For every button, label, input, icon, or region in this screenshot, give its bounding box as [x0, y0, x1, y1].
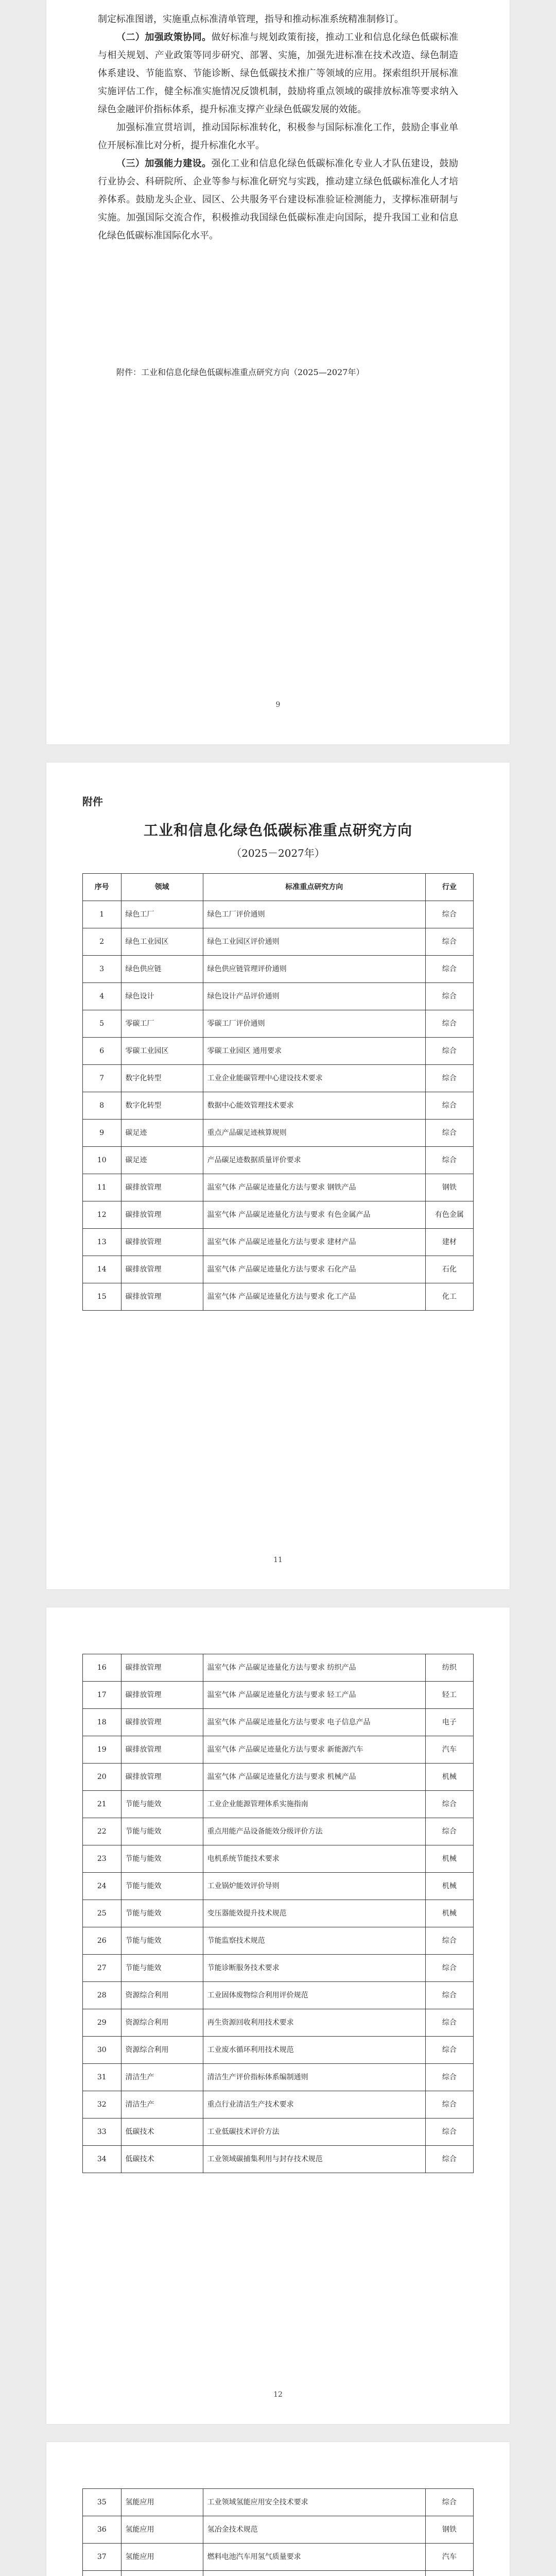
cell-index: 2: [83, 928, 121, 956]
cell-industry: 机械: [425, 1873, 473, 1900]
cell-domain: 绿色设计: [121, 983, 203, 1010]
cell-direction: 工业废水循环利用技术规范: [203, 2037, 425, 2064]
cell-industry: 综合: [425, 1010, 473, 1038]
cell-domain: 氢能应用: [121, 2544, 203, 2571]
cell-direction: 工业锅炉能效评价导则: [203, 1873, 425, 1900]
table-row: [83, 1955, 474, 1982]
attachment-note: 附件：工业和信息化绿色低碳标准重点研究方向（2025—2027年）: [116, 367, 364, 377]
table-row: [83, 1900, 474, 1927]
cell-index: 27: [83, 1955, 121, 1982]
cell-industry: 综合: [425, 2064, 473, 2091]
cell-direction: 变压器能效提升技术规范: [203, 1900, 425, 1927]
cell-direction: 温室气体 产品碳足迹量化方法与要求 电子信息产品: [203, 1709, 425, 1736]
cell-domain: 绿色工厂: [121, 901, 203, 928]
cell-index: 13: [83, 1229, 121, 1256]
policy-text: [98, 10, 458, 245]
page-number: 12: [273, 2391, 283, 2399]
cell-domain: 氢能应用: [121, 2489, 203, 2516]
cell-direction: 零碳工业园区 通用要求: [203, 1038, 425, 1065]
cell-direction: 温室气体 产品碳足迹量化方法与要求 化工产品: [203, 1283, 425, 1311]
cell-index: 6: [83, 1038, 121, 1065]
section-heading: （三）加强能力建设。: [116, 158, 212, 169]
document-page: [46, 2442, 510, 2576]
cell-direction: 温室气体 产品碳足迹量化方法与要求 钢铁产品: [203, 1174, 425, 1201]
cell-industry: 综合: [425, 1818, 473, 1845]
table-row: [83, 1201, 474, 1229]
cell-direction: 温室气体 产品碳足迹量化方法与要求 机械产品: [203, 1764, 425, 1791]
cell-index: 10: [83, 1147, 121, 1174]
cell-industry: 钢铁: [425, 1174, 473, 1201]
table-header-row: [83, 874, 474, 901]
cell-direction: 燃料电池汽车用氢气质量要求: [203, 2544, 425, 2571]
cell-index: 9: [83, 1120, 121, 1147]
page-number: 9: [275, 701, 281, 709]
cell-domain: 节能与能效: [121, 1845, 203, 1873]
cell-domain: 低碳技术: [121, 2119, 203, 2146]
cell-domain: 节能与能效: [121, 1818, 203, 1845]
header-domain: 领域: [121, 874, 203, 901]
cell-industry: 综合: [425, 1092, 473, 1120]
cell-direction: 温室气体 产品碳足迹量化方法与要求 有色金属产品: [203, 1201, 425, 1229]
table-row: [83, 1283, 474, 1311]
table-row: [83, 1229, 474, 1256]
document-page: [46, 762, 510, 1589]
cell-domain: 绿色工业园区: [121, 928, 203, 956]
cell-index: 14: [83, 1256, 121, 1283]
cell-industry: 钢铁: [425, 2516, 473, 2544]
table-row: [83, 2091, 474, 2119]
cell-direction: 氢冶金技术规范: [203, 2516, 425, 2544]
cell-industry: 机械: [425, 1845, 473, 1873]
cell-domain: 碳排放管理: [121, 1654, 203, 1682]
table-row: [83, 1682, 474, 1709]
cell-industry: 综合: [425, 2489, 473, 2516]
cell-index: 24: [83, 1873, 121, 1900]
table-row: [83, 956, 474, 983]
table-row: [83, 2516, 474, 2544]
section-heading: （二）加强政策协同。: [116, 32, 212, 43]
cell-industry: 综合: [425, 2119, 473, 2146]
table-row: [83, 928, 474, 956]
table-row: [83, 1764, 474, 1791]
cell-index: 7: [83, 1065, 121, 1092]
cell-index: 12: [83, 1201, 121, 1229]
cell-index: 20: [83, 1764, 121, 1791]
cell-index: [83, 2571, 121, 2576]
cell-industry: [425, 2571, 473, 2576]
table-body: [83, 2489, 474, 2576]
table-row: [83, 2037, 474, 2064]
cell-industry: 综合: [425, 1927, 473, 1955]
cell-domain: 零碳工业园区: [121, 1038, 203, 1065]
cell-domain: 节能与能效: [121, 1900, 203, 1927]
cell-index: 11: [83, 1174, 121, 1201]
cell-index: 5: [83, 1010, 121, 1038]
cell-index: 16: [83, 1654, 121, 1682]
table-row: [83, 1010, 474, 1038]
cell-domain: 碳排放管理: [121, 1682, 203, 1709]
table-row: [83, 1982, 474, 2009]
table-row: [83, 1654, 474, 1682]
cell-direction: 数据中心能效管理技术要求: [203, 1092, 425, 1120]
cell-industry: 汽车: [425, 2544, 473, 2571]
table-row: [83, 2146, 474, 2173]
cell-industry: 综合: [425, 983, 473, 1010]
cell-domain: 节能与能效: [121, 1927, 203, 1955]
cell-direction: 节能监察技术规范: [203, 1927, 425, 1955]
cell-industry: 综合: [425, 1038, 473, 1065]
standards-table: [82, 873, 474, 1311]
standards-table: [82, 1654, 474, 2173]
cell-industry: 综合: [425, 1982, 473, 2009]
cell-direction: 重点用能产品设备能效分级评价方法: [203, 1818, 425, 1845]
cell-index: 3: [83, 956, 121, 983]
table-row: [83, 1845, 474, 1873]
document-page: [46, 1607, 510, 2424]
cell-direction: 工业固体废物综合利用评价规范: [203, 1982, 425, 2009]
cell-index: 21: [83, 1791, 121, 1818]
cell-direction: 工业企业能碳管理中心建设技术要求: [203, 1065, 425, 1092]
cell-domain: 低碳技术: [121, 2146, 203, 2173]
cell-direction: 绿色设计产品评价通则: [203, 983, 425, 1010]
cell-domain: 碳排放管理: [121, 1764, 203, 1791]
cell-index: 18: [83, 1709, 121, 1736]
attachment-label: 附件: [82, 795, 103, 808]
cell-direction: 温室气体 产品碳足迹量化方法与要求 建材产品: [203, 1229, 425, 1256]
cell-industry: 纺织: [425, 1654, 473, 1682]
header-industry: 行业: [425, 874, 473, 901]
cell-direction: 节能诊断服务技术要求: [203, 1955, 425, 1982]
table-row: [83, 1256, 474, 1283]
table-row: [83, 1873, 474, 1900]
cell-domain: 碳排放管理: [121, 1736, 203, 1764]
cell-industry: 石化: [425, 1256, 473, 1283]
cell-industry: 综合: [425, 1147, 473, 1174]
cell-domain: 碳排放管理: [121, 1174, 203, 1201]
table-row: [83, 1174, 474, 1201]
cell-industry: 机械: [425, 1900, 473, 1927]
table-row: [83, 1818, 474, 1845]
paragraph-body: 做好标准与规划政策衔接，推动工业和信息化绿色低碳标准与相关规划、产业政策等同步研究、部署、实施，加强先进标准在技术改造、绿色制造体系建设、节能监察、节能诊断、绿色低碳技术推广等领域的应用。探索组织开展标准实施评估工作，健全标准实施情况反馈机制，鼓励将重点领域的碳排放标准等要求纳入绿色金融评价指标体系，提升标准支撑产业绿色低碳发展的效能。: [98, 32, 459, 115]
document-page: [46, 0, 510, 744]
cell-industry: 综合: [425, 1065, 473, 1092]
cell-direction: 产品碳足迹数据质量评价要求: [203, 1147, 425, 1174]
cell-index: 32: [83, 2091, 121, 2119]
cell-domain: 数字化转型: [121, 1065, 203, 1092]
table-row: [83, 2571, 474, 2576]
cell-industry: 综合: [425, 1791, 473, 1818]
cell-industry: 轻工: [425, 1682, 473, 1709]
table-row: [83, 1736, 474, 1764]
cell-domain: 碳排放管理: [121, 1283, 203, 1311]
cell-index: 8: [83, 1092, 121, 1120]
cell-direction: 重点行业清洁生产技术要求: [203, 2091, 425, 2119]
paragraph: 加强标准宣贯培训，推动国际标准转化，积极参与国际标准化工作，鼓励企事业单位开展标准比对分析，提升标准化水平。: [98, 122, 458, 151]
cell-domain: 碳排放管理: [121, 1229, 203, 1256]
table-row: [83, 2489, 474, 2516]
cell-direction: 再生资源回收利用技术要求: [203, 2009, 425, 2037]
cell-domain: 碳足迹: [121, 1120, 203, 1147]
cell-index: 19: [83, 1736, 121, 1764]
cell-industry: 机械: [425, 1764, 473, 1791]
cell-index: 28: [83, 1982, 121, 2009]
cell-direction: 工业低碳技术评价方法: [203, 2119, 425, 2146]
cell-domain: 碳排放管理: [121, 1201, 203, 1229]
table-body: [83, 901, 474, 1311]
cell-industry: 建材: [425, 1229, 473, 1256]
table-row: [83, 1120, 474, 1147]
standards-table: [82, 2488, 474, 2576]
cell-direction: [203, 2571, 425, 2576]
cell-domain: 碳排放管理: [121, 1256, 203, 1283]
cell-index: 25: [83, 1900, 121, 1927]
table-row: [83, 983, 474, 1010]
cell-index: 29: [83, 2009, 121, 2037]
cell-direction: 清洁生产评价指标体系编制通则: [203, 2064, 425, 2091]
cell-index: 33: [83, 2119, 121, 2146]
cell-direction: 温室气体 产品碳足迹量化方法与要求 轻工产品: [203, 1682, 425, 1709]
cell-domain: 资源综合利用: [121, 1982, 203, 2009]
table-row: [83, 1709, 474, 1736]
cell-direction: 电机系统节能技术要求: [203, 1845, 425, 1873]
cell-industry: 综合: [425, 2009, 473, 2037]
cell-domain: 碳排放管理: [121, 1709, 203, 1736]
table-row: [83, 2119, 474, 2146]
cell-domain: 氢能应用: [121, 2516, 203, 2544]
table-row: [83, 2544, 474, 2571]
cell-index: 1: [83, 901, 121, 928]
cell-domain: 清洁生产: [121, 2064, 203, 2091]
paragraph-body: 强化工业和信息化绿色低碳标准化专业人才队伍建设，鼓励行业协会、科研院所、企业等参与标准化研究与实践，推动建立绿色低碳标准化人才培养体系。鼓励龙头企业、园区、公共服务平台建设标准验证检测能力，支撑标准研制与实施。加强国际交流合作，积极推动我国绿色低碳标准走向国际，提升我国工业和信息化绿色低碳标准国际化水平。: [98, 158, 459, 241]
table-row: [83, 1065, 474, 1092]
cell-domain: 资源综合利用: [121, 2009, 203, 2037]
cell-index: 22: [83, 1818, 121, 1845]
cell-index: 23: [83, 1845, 121, 1873]
cell-industry: 有色金属: [425, 1201, 473, 1229]
cell-index: 31: [83, 2064, 121, 2091]
cell-direction: 温室气体 产品碳足迹量化方法与要求 石化产品: [203, 1256, 425, 1283]
cell-direction: 工业领域碳捕集利用与封存技术规范: [203, 2146, 425, 2173]
cell-direction: 绿色工厂评价通则: [203, 901, 425, 928]
cell-industry: 综合: [425, 928, 473, 956]
table-row: [83, 1147, 474, 1174]
cell-domain: 节能与能效: [121, 1791, 203, 1818]
cell-index: 4: [83, 983, 121, 1010]
cell-direction: 重点产品碳足迹核算规则: [203, 1120, 425, 1147]
cell-index: 35: [83, 2489, 121, 2516]
cell-index: 26: [83, 1927, 121, 1955]
cell-direction: 零碳工厂评价通则: [203, 1010, 425, 1038]
cell-index: 34: [83, 2146, 121, 2173]
header-index: 序号: [83, 874, 121, 901]
cell-direction: 工业领域氢能应用安全技术要求: [203, 2489, 425, 2516]
page-number: 11: [273, 1556, 283, 1564]
cell-industry: 综合: [425, 1120, 473, 1147]
cell-domain: 零碳工厂: [121, 1010, 203, 1038]
cell-direction: 温室气体 产品碳足迹量化方法与要求 纺织产品: [203, 1654, 425, 1682]
cell-industry: 化工: [425, 1283, 473, 1311]
table-row: [83, 2064, 474, 2091]
header-direction: 标准重点研究方向: [203, 874, 425, 901]
cell-industry: 综合: [425, 2037, 473, 2064]
cell-domain: 绿色供应链: [121, 956, 203, 983]
table-row: [83, 1927, 474, 1955]
paragraph: [98, 155, 458, 245]
cell-industry: 综合: [425, 2091, 473, 2119]
table-row: [83, 2009, 474, 2037]
cell-industry: 综合: [425, 901, 473, 928]
paragraph: 制定标准图谱，实施重点标准清单管理，指导和推动标准系统精准制修订。: [98, 14, 404, 25]
cell-direction: 绿色工业园区评价通则: [203, 928, 425, 956]
cell-domain: 碳足迹: [121, 1147, 203, 1174]
cell-domain: 节能与能效: [121, 1955, 203, 1982]
cell-industry: 综合: [425, 956, 473, 983]
cell-index: 37: [83, 2544, 121, 2571]
attachment-title: 工业和信息化绿色低碳标准重点研究方向: [143, 822, 412, 839]
cell-index: 15: [83, 1283, 121, 1311]
attachment-subtitle: （2025－2027年）: [231, 847, 325, 859]
cell-domain: 节能与能效: [121, 1873, 203, 1900]
cell-domain: 资源综合利用: [121, 2037, 203, 2064]
cell-industry: 综合: [425, 2146, 473, 2173]
cell-industry: 电子: [425, 1709, 473, 1736]
cell-domain: 数字化转型: [121, 1092, 203, 1120]
cell-direction: 工业企业能源管理体系实施指南: [203, 1791, 425, 1818]
cell-direction: 绿色供应链管理评价通则: [203, 956, 425, 983]
paragraph: [98, 28, 458, 118]
cell-index: 36: [83, 2516, 121, 2544]
cell-index: 17: [83, 1682, 121, 1709]
table-row: [83, 1038, 474, 1065]
cell-domain: [121, 2571, 203, 2576]
table-row: [83, 1092, 474, 1120]
table-row: [83, 901, 474, 928]
table-body: [83, 1654, 474, 2173]
cell-industry: 综合: [425, 1955, 473, 1982]
cell-direction: 温室气体 产品碳足迹量化方法与要求 新能源汽车: [203, 1736, 425, 1764]
cell-domain: 清洁生产: [121, 2091, 203, 2119]
table-row: [83, 1791, 474, 1818]
cell-industry: 汽车: [425, 1736, 473, 1764]
cell-index: 30: [83, 2037, 121, 2064]
